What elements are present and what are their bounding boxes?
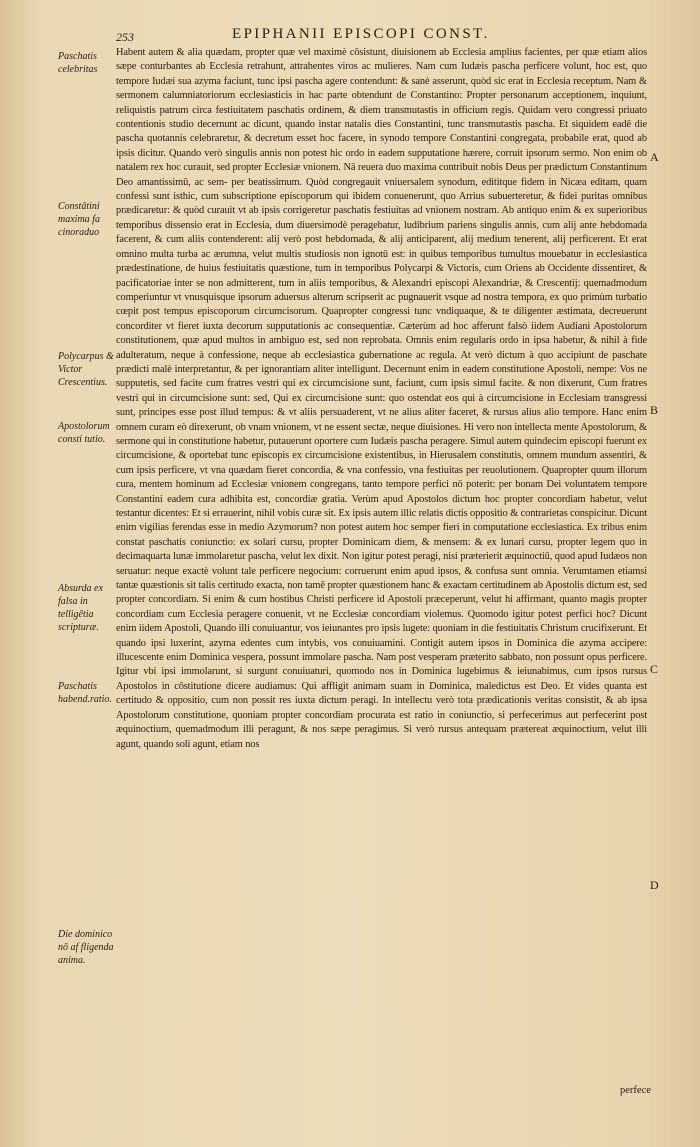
margin-note: Absurda ex falsa in telligētia scripturæ. xyxy=(58,583,103,633)
section-marker: C xyxy=(650,662,659,676)
body-paragraph: Habent autem & alia quædam, propter quæ vel maximè cōsistunt, diuisionem ab Ecclesia amplius facientes, per quæ etiam alios sæpe conturbantes ab Ecclesia retrahunt, attrahentes viros ac mulieres. Nam cum Iudæis pascha perficere volunt, hoc est, quo tempore Iudæi sua azyma faciunt, tunc ipsi pascha agere contendunt: & sanè asserunt, quòd sic erat in Ecclesia receptum. Nam & sermonem calumniatoriorum ecclesiasticis in hac parte obtendunt de Constantino: Propter personarum acceptionem, inquiunt, reliquistis patrum circa festiuitatem paschatis ordinem, & diem transmutastis in officium regis. Quidam vero congressi priuato contentionis studio decernunt ac dicunt, quando instar natalis dies Constantini, tunc transmutastis pascha. Et siquidem eadē die pascha quotannis celebraretur, & decretum esset hoc facere, in synodo tempore Constantini congregata, probabile erat, quod ab ipsis dicitur. Quando verò singulis annis non potest hic ordo in eadem supputatione hærere, corruit ipsorum sermo. Non enim ob natalem rex hoc curauit, sed propter Ecclesiæ vnionem. Nā reuera duo maxima contribuit nobis Deus per prædictum Constantinum Deo amantissimū, ac sem- per beatissimum. Quòd congregauit vniuersalem synodum, edititque fidem in Nicæa editam, quam confessi sunt isthic, cum subscriptione episcoporum qui ibidem conuenerunt, quo Arrius subuerteretur, & fidei puritas omnibus prædicaretur: & quòd curauit vt ab ipsis corrigeretur paschatis festiuitas ad vnionem nostram. Ab antiquo enim & ex superioribus temporibus dissensio erat in Ecclesia, dum diuersimodè peragebatur, ludibrium pariens singulis annis, cum alij ante hebdomada facerent, & cum aliis contenderent: alij verò post hebdomada, & alij anticiparent, alij medium tenerent, alij perficerent. Et erat omnino multa turba ac ærumna, velut multis studiosis non ignotū est: in quibus temporibus tumultus mouebatur in ecclesiastica prædestinatione, de huius festiuitatis quæstione, tum in temporibus Polycarpi & Victoris, cum Oriens ab Occidente dissentiret, & pacificatoriae inter se non admitterent, tum in aliis temporibus, & Alexandri episcopi Alexandriæ, & Crescentij: quemadmodum comperiuntur vt vnusquisque ipsorum aduersus alterum scripserit ac pugnauerit vsque ad nostra tempora, ex quo primùm turbatio cœpit post tempus episcoporum circumcisorum. Quapropter congressi tunc vndiquaque, & te diligenter æstimata, decreuerunt concorditer vt fieret iuxta decorum supputationis ac consequentiæ. Cæterùm ad hoc afferunt falsò iidem Audiani Apostolorum constitutionem, quæ apud multos in ambiguo est, sed non reprobata. Omnis enim regularis ordo in ipsa habetur, & nihil à fide adulteratum, neque à confessione, neque ab ecclesiastica gubernatione ac regula. At verò dictum à quo accipiunt de paschate prædicti malè interpretantur, & per ignorantiam aliter intelligunt. Decernunt enim in eadem constitutione Apostoli, nempe: Vos ne supputetis, sed facite cum fratres vestri qui ex circumcisione sunt, faciunt, cum ipsis simul facite. & non dixerunt, Cum fratres vestri qui in circumcisione sunt: sed, Qui ex circumcisione sunt: quo ostendat eos qui à circumcisione in Ecclesiam transgressi sunt, principes esse post illud tempus: & vt aliis persuaderent, vt ne alius aliter faceret, & rursus alius alio tempore. Hanc enim omnem curam eò direxerunt, ob vnam vnionem, vt ne essent sectæ, neque diuisiones. Hi vero non intellecta mente Apostolorum, & sermone qui in constitutione habetur, putauerunt oportere cum Iudæis pascha peragere. Simul autem quindecim episcopi fuerunt ex circumcisione, & oportebat tunc episcopis ex circumcisione existentibus, in Hierusalem constitutis, omnem mundum assentiri, & cum ipsis perficere, vt vna quædam fieret concordia, & vna confessio, vna festiuitas per reuolutionem. Quapropter quum illorum cura, mentem hominum ad Ecclesiæ vnionem congregans, tanto tempore perfici nō poterit: per bonam Dei voluntatem tempore Constantini eadem cura adhibita est, concordiæ gratia. Verùm apud Apostolos dictum hoc propter concordiam habetur, velut testantur dicentes: Et si errauerint, nihil vobis curæ sit. Ex ipsis autem illic relatis dictis oppositio & contrarietas conspicitur. Dicunt enim vigilias ferendas esse in medio Azymorum? non potest autem hoc semper fieri in computatione ecclesiastica. Ex tribus enim constat paschatis coniunctio: ex solari cursu, propter Dominicam diem, & mensem: & ex lunari cursu, propter legem quo in decimaquarta lunæ immolaretur pascha, velut lex dixit. Non igitur potest peragi, nisi præterierit æquinoctiū, quod apud Iudæos non seruatur: neque exactè volunt tale perficere negocium: corruerunt enim apud ipsos, & confusa sunt omnia. Verumtamen etiamsi tantæ quæstionis sit talis certitudo exacta, non tamē propter quæstionem hanc & exactam certitudinem ab Apostolis dictum est, sed propter concordiam. Si enim & cum hostibus Christi perficere id Apostoli præceperunt, velut hi affirmant, quanto magis propter concordiam cum Ecclesia peragere conuenit, vt ne Ecclesiæ concordiam violemus. Quomodo igitur potest perfici hoc? Dicunt enim iidem Apostoli, Quando illi conuiuantur, vos ieiunantes pro ipsis lugete: quoniam in die festiuitatis Christum crucifixerunt. Et quando ipsi luxerint, azyma edentes cum intybis, vos conuiuamini. Contigit autem ipsos in Dominica die azyma accipere: illucescente enim Dominica vespera, possunt immolare pascha. Nam post vesperam præterito sabbato, non possunt opus perficere. Igitur vbi ipsi immolarunt, si surgunt conuiuaturi, quomodo nos in Dominica lugebimus & ieiunabimus, cum ipsos rursus Apostolos in cōstitutione dicere audiamus: Qui affligit animam suam in Dominica, maledictus est Deo. Et vides quanta est certitudo & oppositio, cum non possit res iuxta dictum peragi. In intellectu verò tota prædicationis veritas consistit, & ab ipsa Apostolorum constitutione, quoniam propter concordiam procurata est ratio in coniunctio, si perfecerimus aut perfecerint post æquinoctium, quemadmodum illi peragunt, & nos sæpe peragimus. Si verò rursus antequam prætereat æquinoctium, velut illi agunt, quando soli agunt, etiam nos xyxy=(116,47,647,750)
section-marker: D xyxy=(650,878,659,892)
margin-note: Die dominico nō af fligenda anima. xyxy=(58,929,114,966)
section-marker: B xyxy=(650,403,659,417)
margin-note: Polycarpus & Victor Crescentius. xyxy=(58,351,114,388)
section-marker: A xyxy=(650,150,659,164)
page-number: 253 xyxy=(116,30,134,44)
main-text xyxy=(116,46,647,752)
running-head: EPIPHANII EPISCOPI CONST. xyxy=(232,26,490,42)
margin-note: Paschatis celebritas xyxy=(58,51,98,75)
margin-note: Apostolorum consti tutio. xyxy=(58,421,110,445)
catchword: perfece xyxy=(620,1085,651,1096)
margin-note: Paschatis habend.ratio. xyxy=(58,681,112,705)
margin-note: Constātini maxima fa cinoraduo xyxy=(58,201,100,238)
